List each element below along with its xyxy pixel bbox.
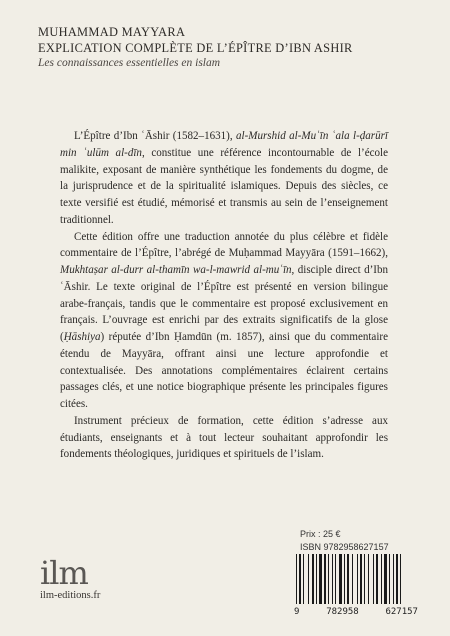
paragraph-1 [60,128,388,229]
barcode-bar [352,554,353,604]
book-subtitle: Les connaissances essentielles en islam [38,57,221,69]
barcode-bar [344,554,345,604]
price-label: Prix : 25 € [300,529,341,539]
barcode-bar [376,554,378,604]
description [60,128,388,463]
logo-mark: ilm [40,554,88,592]
barcode-digit-lead: 9 [294,607,300,617]
paragraph-2 [60,229,388,413]
book-title: EXPLICATION COMPLÈTE DE L’ÉPÎTRE D’IBN ASHIR [38,41,353,55]
barcode-digits-right: 627157 [385,607,418,617]
p2-text-e: ) réputée d’Ibn Ḥamdūn (m. 1857), ainsi que du commentaire étendu de Mayyāra, offrant ainsi une lecture approfondie et contextualisée. Des annotations complémentaires éclairent certains passages clés, et une notice biographique présente les principales figures citées. [60,331,388,410]
barcode-bar [381,554,382,604]
barcode-bar [308,554,309,604]
barcode-bar [393,554,394,604]
barcode-bar [384,554,387,604]
barcode-bar [368,554,369,604]
p1-italic-title: al-Murshid al-Muʿīn ʿala l-ḍarūrī min ʿulūm al-dīn [60,130,388,159]
p2-italic-hashiya: Ḥāshiya [63,331,101,343]
barcode-bar [332,554,333,604]
barcode-bar [296,554,297,604]
barcode-bar [335,554,336,604]
barcode-bar [312,554,314,604]
barcode-bar [324,554,326,604]
isbn-label: ISBN 9782958627157 [300,542,389,552]
p1-text-c: , constitue une référence incontournable de l’école malikite, exposant de manière synthétique les fondements du dogme, de la jurisprudence et de la spiritualité islamiques. Depuis des siècles, ce texte versifié est étudié, mémorisé et transmis au sein de l’enseignement traditionnel. [60,146,388,226]
barcode-bar [357,554,358,604]
barcode-bar [400,554,401,604]
p2-text-c: , disciple direct d’Ibn ʿĀshir. Le texte original de l’Épître est présenté en version bilingue arabe-français, tandis que le commentaire est proposé exclusivement en français. L’ouvrage est enrichi par des extraits significatifs de la glose ( [60,264,388,343]
header [38,24,428,71]
barcode-bar [360,554,362,604]
barcode-digits [290,607,422,617]
barcode-bar [364,554,365,604]
paragraph-3: Instrument précieux de formation, cette édition s’adresse aux étudiants, enseignants et à tout lecteur souhaitant approfondir les fondements théologiques, juridiques et spirituels de l’islam. [60,414,388,461]
p1-text-a: L’Épître d’Ibn ʿĀshir (1582–1631), [74,130,237,142]
barcode-bar [389,554,390,604]
barcode-bar [347,554,349,604]
barcode-bar [328,554,329,604]
barcode-bar [303,554,304,604]
isbn-barcode [290,542,422,624]
barcode-bar [316,554,317,604]
barcode-bar [396,554,398,604]
barcode-bar [299,554,301,604]
barcode-bar [373,554,374,604]
barcode-bar [339,554,342,604]
publisher-logo [40,554,120,601]
p2-italic-title: Mukhtaṣar al-durr al-thamīn wa-l-mawrid al-muʿīn [60,264,292,276]
author-name: MUHAMMAD MAYYARA [38,25,186,39]
barcode-bars [290,554,422,606]
publisher-website: ilm-editions.fr [40,590,101,601]
p2-text-a: Cette édition offre une traduction annotée du plus célèbre et fidèle commentaire de l’Épître, l’abrégé de Muḥammad Mayyāra (1591–1662), [60,230,388,260]
barcode-digits-left: 782958 [326,607,359,617]
barcode-bar [319,554,322,604]
